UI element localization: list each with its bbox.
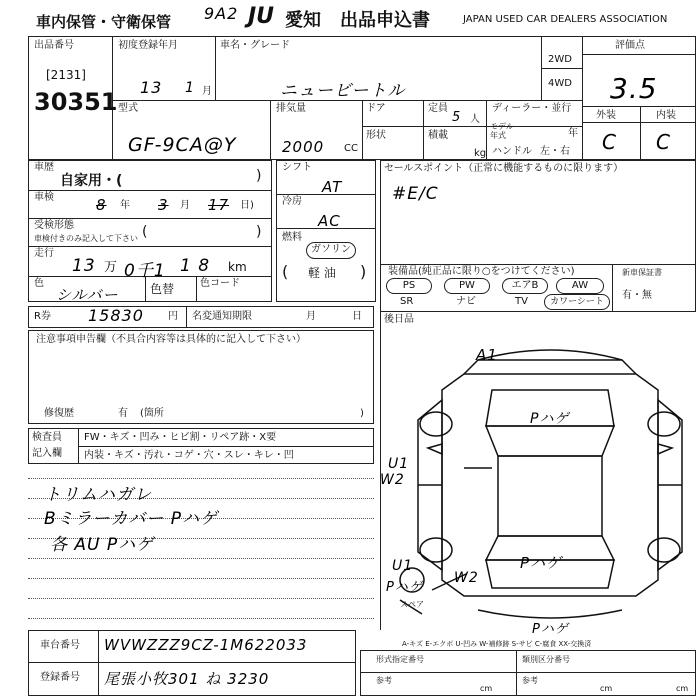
color-label: 色	[34, 278, 44, 289]
equipment-tv: TV	[515, 296, 528, 307]
diagram-mark-w2-left: W2	[380, 472, 405, 488]
diagram-mark-u1-left: U1	[388, 456, 410, 472]
diagram-mark-roof: Pハゲ	[530, 411, 570, 427]
sales-point-label: セールスポイント（正常に機能するものに限ります）	[384, 163, 624, 174]
handwritten-note-3: 各 AU Pハゲ	[50, 535, 155, 555]
load-unit: kg	[474, 148, 487, 159]
model-name-label: 車名・グレード	[220, 40, 290, 51]
inspection-month-unit: 月	[180, 200, 190, 211]
first-reg-year: 13	[140, 78, 163, 97]
history-close: )	[256, 168, 262, 184]
capacity-value: 5	[452, 110, 462, 125]
repair-close: )	[360, 408, 364, 419]
diagram-mark-bumper: Pハゲ	[532, 622, 569, 637]
dealer-label: ディーラー・並行	[492, 103, 572, 114]
r-ticket-unit: 円	[168, 311, 178, 322]
mileage-label: 走行	[34, 248, 54, 259]
diagram-mark-a1: A1	[476, 346, 498, 364]
header-storage-box	[28, 6, 208, 34]
rating-score: 3.5	[610, 72, 658, 105]
dealer-unit: 年	[568, 128, 578, 139]
r-ticket-value: 15830	[88, 306, 144, 325]
rating-int: C	[656, 130, 671, 154]
name-change-label: 名変通知期限	[192, 311, 252, 322]
fuel-gasoline-label: ガソリン	[311, 244, 351, 255]
storage-label: 車内保管・守衛保管	[36, 13, 172, 31]
drive-2wd: 2WD	[548, 54, 572, 65]
inspection-label: 車検	[34, 192, 54, 203]
handwritten-note-2: Bミラーカバー Pハゲ	[44, 509, 218, 529]
ac-label: 冷房	[282, 196, 302, 207]
first-reg-month-unit: 月	[202, 86, 212, 97]
displacement-label: 排気量	[276, 103, 306, 114]
ref-label-1: 参考	[376, 676, 392, 685]
handle-value: 左・右	[540, 146, 570, 157]
fuel-label: 燃料	[282, 232, 302, 243]
shape-label: 形状	[366, 130, 386, 141]
page-title: 出品申込書	[340, 10, 430, 31]
inspection-day: 17	[208, 196, 230, 214]
rating-int-label: 内装	[656, 110, 676, 121]
name-change-month: 月	[306, 311, 316, 322]
plate-value: 尾張小牧301 ね 3230	[104, 670, 270, 688]
handle-label: ハンドル	[492, 146, 532, 157]
mileage-value3: 1 8	[180, 256, 211, 276]
fuel-close: )	[360, 262, 367, 281]
form-number-label: 形式指定番号	[376, 655, 424, 664]
repair-has: 有	[118, 408, 128, 419]
equipment-label: 装備品(純正品に限り○をつけてください)	[388, 266, 575, 277]
recycle-open: (	[142, 224, 148, 240]
inspector-row1: FW・キズ・凹み・ヒビ割・リペア跡・X要	[84, 432, 277, 443]
equipment-aw	[556, 278, 604, 294]
capacity-label: 定員	[428, 103, 448, 114]
chassis-label: 車台番号	[40, 640, 80, 651]
type-value: GF-9CA@Y	[128, 134, 237, 156]
history-value: 自家用・(	[60, 173, 123, 189]
rating-ext-label: 外装	[596, 110, 616, 121]
equipment-airbag-label: エアB	[511, 280, 539, 291]
mileage-value1: 13	[72, 256, 96, 276]
first-reg-month: 1	[185, 80, 195, 96]
page-subtitle: JAPAN USED CAR DEALERS ASSOCIATION	[463, 14, 668, 25]
inspection-month: 3	[158, 196, 169, 214]
mileage-value2: 0千1	[124, 261, 166, 281]
history-label: 車歴	[34, 162, 54, 173]
name-change-day: 日	[352, 311, 362, 322]
repair-label: 修復歴	[44, 408, 74, 419]
chassis-value: WVWZZZ9CZ-1M622033	[104, 636, 308, 654]
lot-number: 30351	[34, 88, 118, 116]
handwritten-note-1: トリムハガレ	[44, 485, 152, 505]
mileage-unit1: 万	[104, 260, 118, 275]
shift-value: AT	[322, 178, 343, 196]
cm-label-2: cm	[600, 684, 613, 693]
diagram-left-border	[380, 312, 381, 630]
inspection-year-unit: 年	[120, 200, 130, 211]
inspector-label1: 検査員	[32, 432, 62, 443]
ref-label-2: 参考	[522, 676, 538, 685]
lot-label: 出品番号	[34, 40, 74, 51]
sales-point-value: #E/C	[392, 184, 439, 204]
inspection-day-unit: 日)	[240, 200, 254, 211]
storage-note: 9A2	[204, 4, 239, 23]
rating-ext: C	[602, 130, 617, 154]
org-name: 愛知	[285, 10, 321, 31]
fuel-gasoline	[306, 242, 356, 259]
diagram-mark-rear-left: Pハゲ	[386, 580, 423, 595]
recycle-close: )	[256, 224, 262, 240]
diagram-mark-u1-rear: U1	[392, 558, 414, 574]
fuel-open: (	[282, 262, 289, 281]
shift-label: シフト	[282, 162, 312, 173]
first-reg-label: 初度登録年月	[118, 40, 178, 51]
doors-label: ドア	[366, 103, 386, 114]
diagram-mark-trunk: Pハゲ	[520, 554, 563, 572]
color-code-label: 色コード	[200, 278, 240, 289]
fuel-diesel: 軽 油	[308, 266, 336, 280]
equipment-pw-label: PW	[459, 280, 475, 291]
drive-4wd: 4WD	[548, 78, 572, 89]
warranty-label: 新車保証書	[622, 268, 662, 277]
model-name-value: ニュービートル	[280, 81, 406, 101]
type-label: 型式	[118, 103, 138, 114]
equipment-seat-cover	[544, 294, 610, 310]
recycle-label: 受検形態	[34, 220, 74, 231]
r-ticket-label: R券	[34, 311, 51, 322]
inspector-row2: 内装・キズ・汚れ・コゲ・穴・スレ・キレ・凹	[84, 450, 294, 461]
equipment-airbag	[502, 278, 548, 294]
mileage-unit2: km	[228, 260, 247, 274]
equipment-navi: ナビ	[456, 296, 476, 307]
repair-place: (箇所	[140, 408, 164, 419]
equipment-aw-label: AW	[571, 280, 589, 291]
warranty-value: 有・無	[622, 290, 652, 301]
equipment-ps	[386, 278, 432, 294]
load-label: 積載	[428, 130, 448, 141]
inspector-label2: 記入欄	[32, 448, 62, 459]
rating-label: 評価点	[615, 40, 645, 51]
ju-logo: JU	[248, 4, 275, 29]
equipment-pw	[444, 278, 490, 294]
color-value: シルバー	[56, 286, 119, 304]
equipment-seat-cover-label: カワーシート	[550, 297, 604, 307]
cm-label-1: cm	[480, 684, 493, 693]
displacement-value: 2000	[282, 138, 325, 156]
cm-label-3: cm	[676, 684, 689, 693]
recycle-note: 車検付きのみ記入して下さい	[34, 234, 138, 243]
inspection-year: 8	[96, 196, 107, 214]
lot-code: [2131]	[46, 68, 86, 82]
dealer-model-year: モデル年式	[490, 122, 514, 140]
ac-value: AC	[318, 212, 341, 230]
spare-label: スペア	[400, 600, 424, 609]
displacement-unit: CC	[344, 143, 358, 154]
car-diagram	[382, 330, 696, 630]
class-number-label: 類別区分番号	[522, 655, 570, 664]
damage-legend: A-キズ E-エクボ U-凹み W-補修跡 S-サビ C-腐食 XX-交換済	[402, 640, 592, 648]
diagram-mark-w2-rear: W2	[454, 570, 479, 586]
plate-label: 登録番号	[40, 672, 80, 683]
equipment-ps-label: PS	[402, 280, 416, 291]
color-change-label: 色替	[150, 282, 175, 296]
capacity-unit: 人	[470, 114, 480, 125]
notes-label: 注意事項申告欄（不具合内容等は具体的に記入して下さい）	[36, 334, 306, 345]
rear-seat-label: 後日品	[384, 314, 414, 325]
equipment-sr: SR	[400, 296, 414, 307]
